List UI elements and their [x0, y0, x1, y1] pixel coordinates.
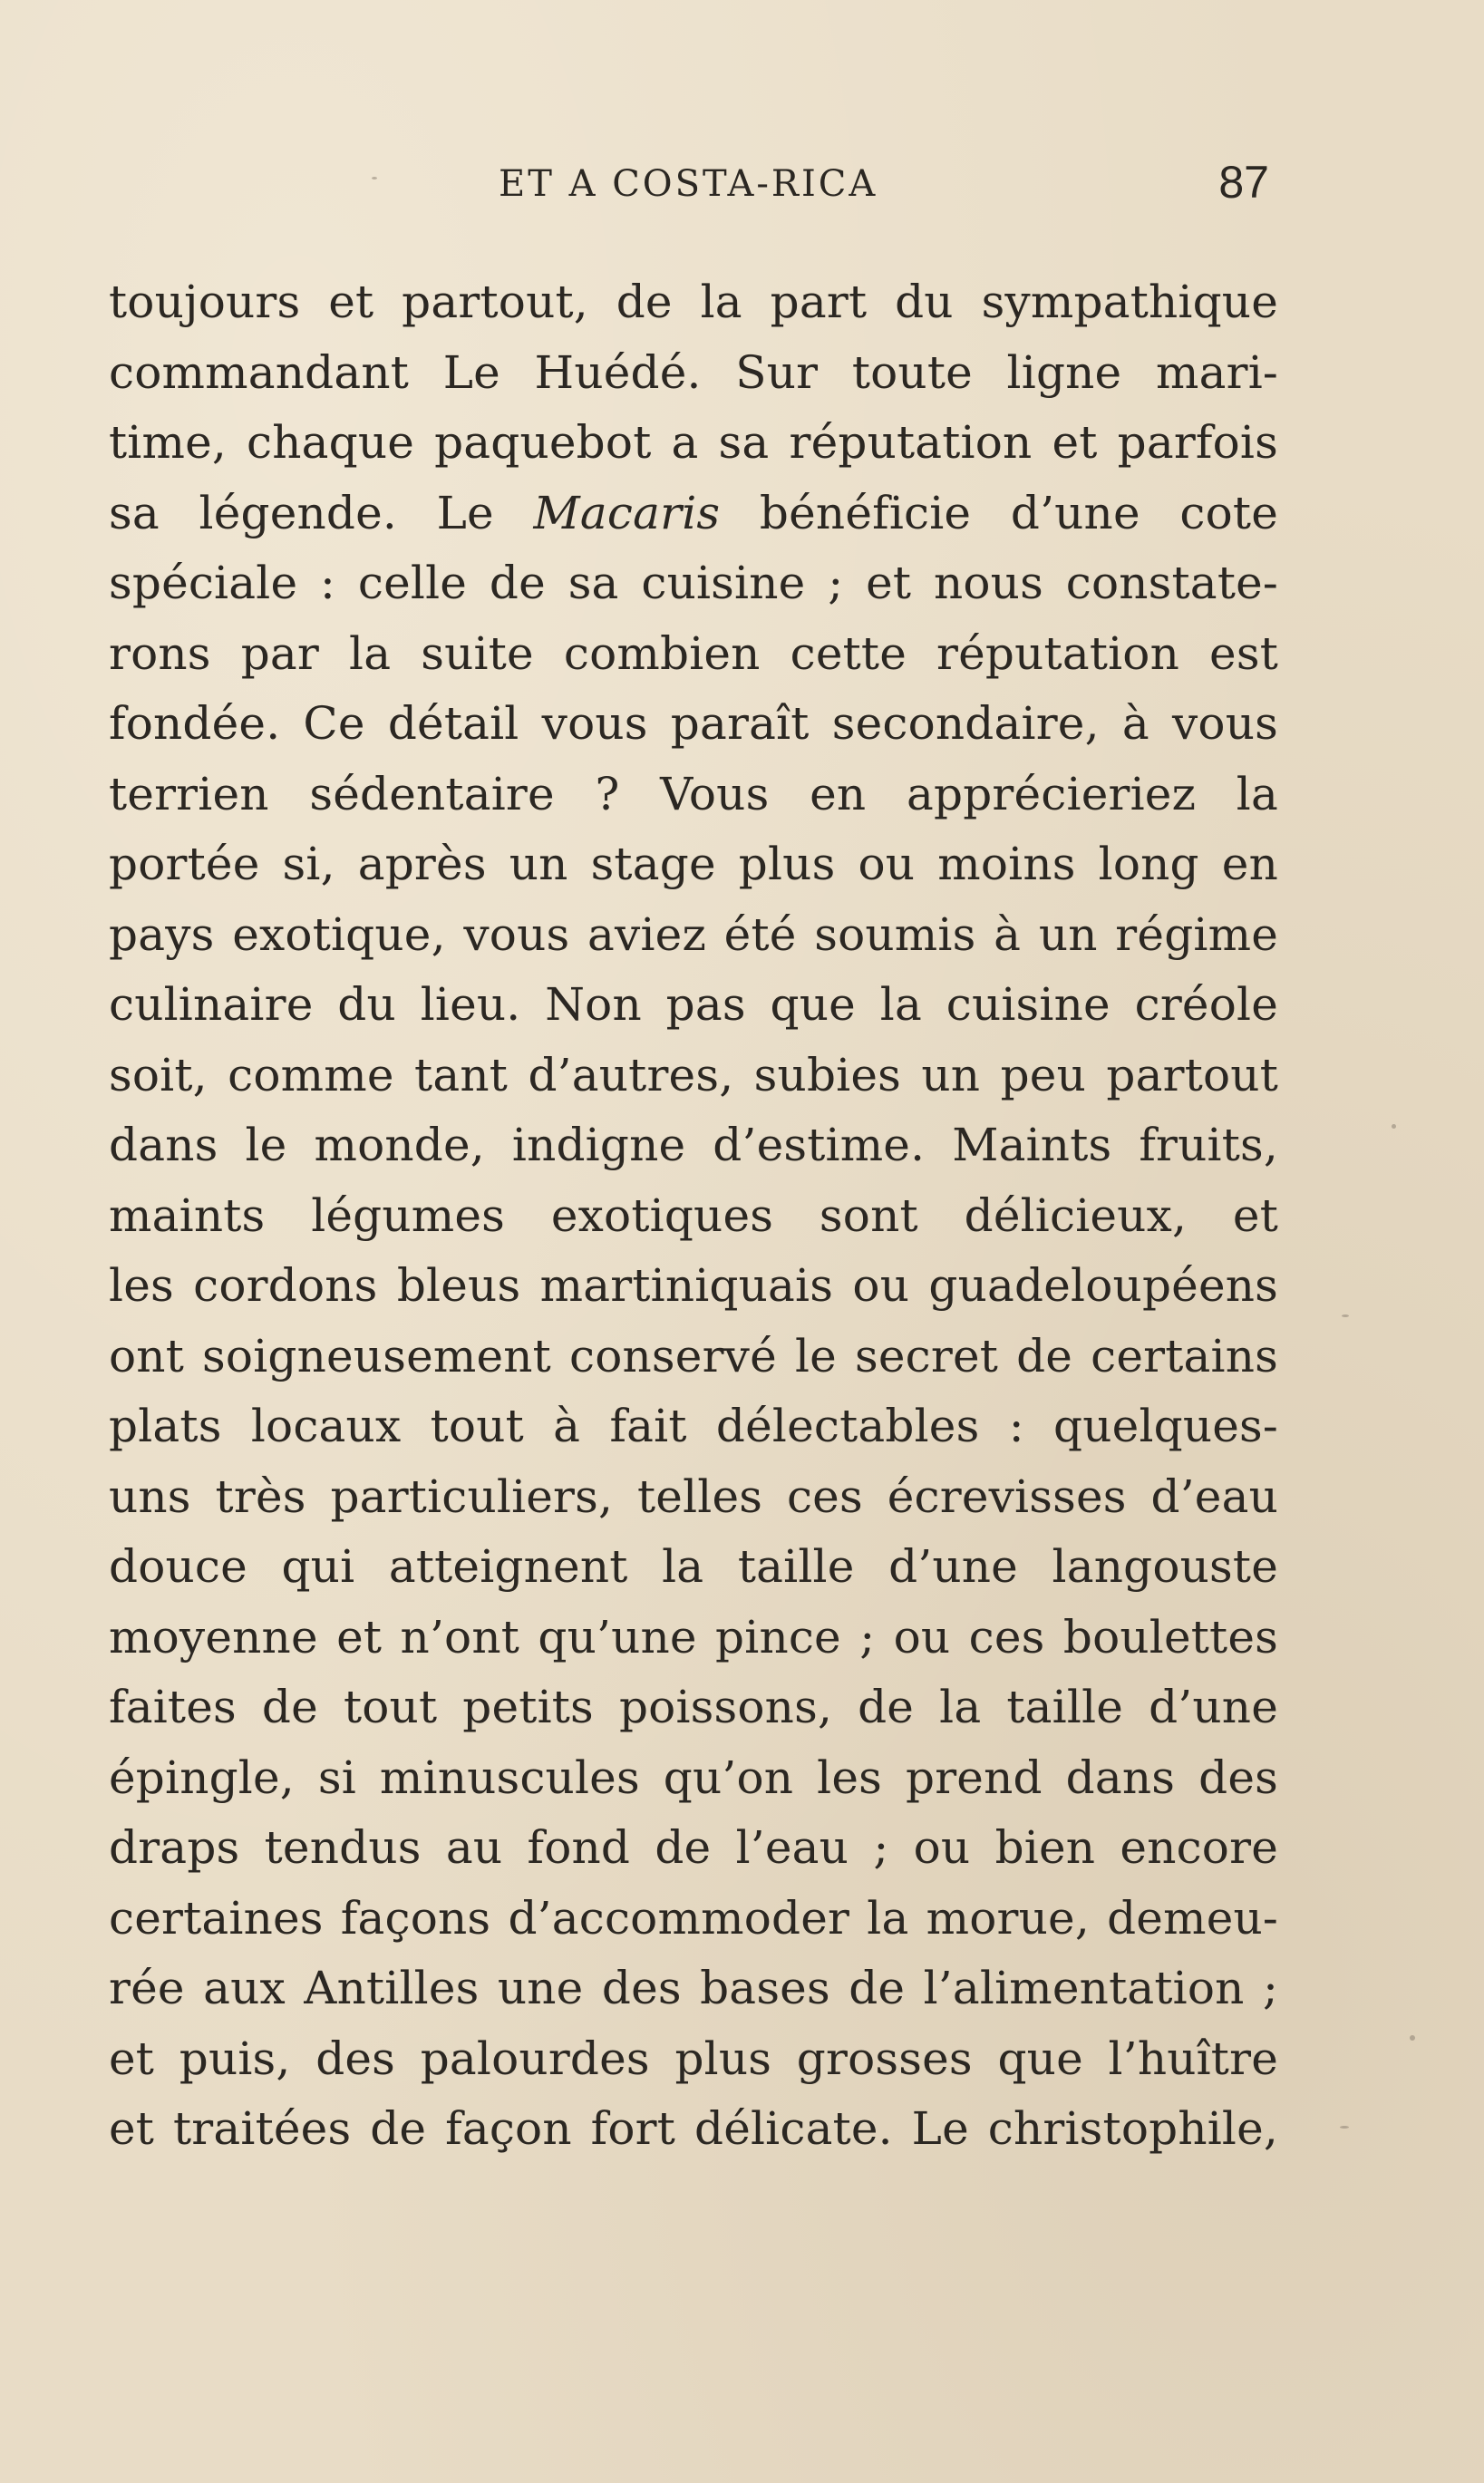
text-line: épingle, si minuscules qu’on les prend dans des — [109, 1751, 1278, 1804]
text-line: pays exotique, vous aviez été soumis à un régime — [109, 907, 1278, 961]
text-line: soit, comme tant d’autres, subies un peu partout — [109, 1048, 1278, 1101]
text-line: terrien sédentaire ? Vous en apprécieriez la — [109, 767, 1278, 820]
text-line: fondée. Ce détail vous paraît secondaire, à vous — [109, 697, 1278, 750]
paper-speck — [372, 177, 377, 179]
text-line: spéciale : celle de sa cuisine ; et nous constate- — [109, 557, 1278, 609]
text-segment: bénéficie d’une cote — [720, 486, 1278, 539]
text-line: rée aux Antilles une des bases de l’alimentation ; — [109, 1962, 1278, 2014]
page-number: 87 — [1218, 157, 1269, 208]
paper-speck — [1392, 1124, 1396, 1129]
text-line: et puis, des palourdes plus grosses que l’huître — [109, 2032, 1278, 2085]
text-line: toujours et partout, de la part du sympathique — [109, 276, 1278, 328]
text-line: et traitées de façon fort délicate. Le christophile, — [109, 2102, 1278, 2155]
text-line: commandant Le Huédé. Sur toute ligne mari- — [109, 345, 1278, 399]
text-line: draps tendus au fond de l’eau ; ou bien encore — [109, 1821, 1278, 1874]
text-line: uns très particuliers, telles ces écrevisses d’eau — [109, 1469, 1278, 1523]
text-line: portée si, après un stage plus ou moins long en — [109, 838, 1278, 890]
paper-speck — [1342, 1314, 1349, 1317]
running-title: ET A COSTA-RICA — [499, 163, 878, 205]
text-line: moyenne et n’ont qu’une pince ; ou ces boulettes — [109, 1610, 1278, 1663]
text-line: ont soigneusement conservé le secret de certains — [109, 1329, 1278, 1382]
ship-name: Macaris — [533, 486, 721, 539]
text-line: faites de tout petits poissons, de la taille d’une — [109, 1681, 1278, 1733]
text-line: culinaire du lieu. Non pas que la cuisine créole — [109, 978, 1278, 1031]
text-segment: sa légende. Le — [109, 486, 534, 539]
text-line — [109, 479, 1278, 549]
text-line: plats locaux tout à fait délectables : quelques- — [109, 1400, 1278, 1452]
paper-speck — [1410, 2035, 1415, 2041]
text-line: rons par la suite combien cette réputation est — [109, 626, 1278, 680]
paper-speck — [1340, 2126, 1349, 2129]
text-line: dans le monde, indigne d’estime. Maints fruits, — [109, 1119, 1278, 1171]
text-line: certaines façons d’accommoder la morue, demeu- — [109, 1891, 1278, 1945]
running-head — [109, 157, 1269, 218]
text-line: douce qui atteignent la taille d’une langouste — [109, 1540, 1278, 1593]
text-line: maints légumes exotiques sont délicieux, et — [109, 1188, 1278, 1242]
body-text — [109, 267, 1278, 2165]
text-line: time, chaque paquebot a sa réputation et parfois — [109, 416, 1278, 469]
text-line: les cordons bleus martiniquais ou guadeloupéens — [109, 1259, 1278, 1312]
